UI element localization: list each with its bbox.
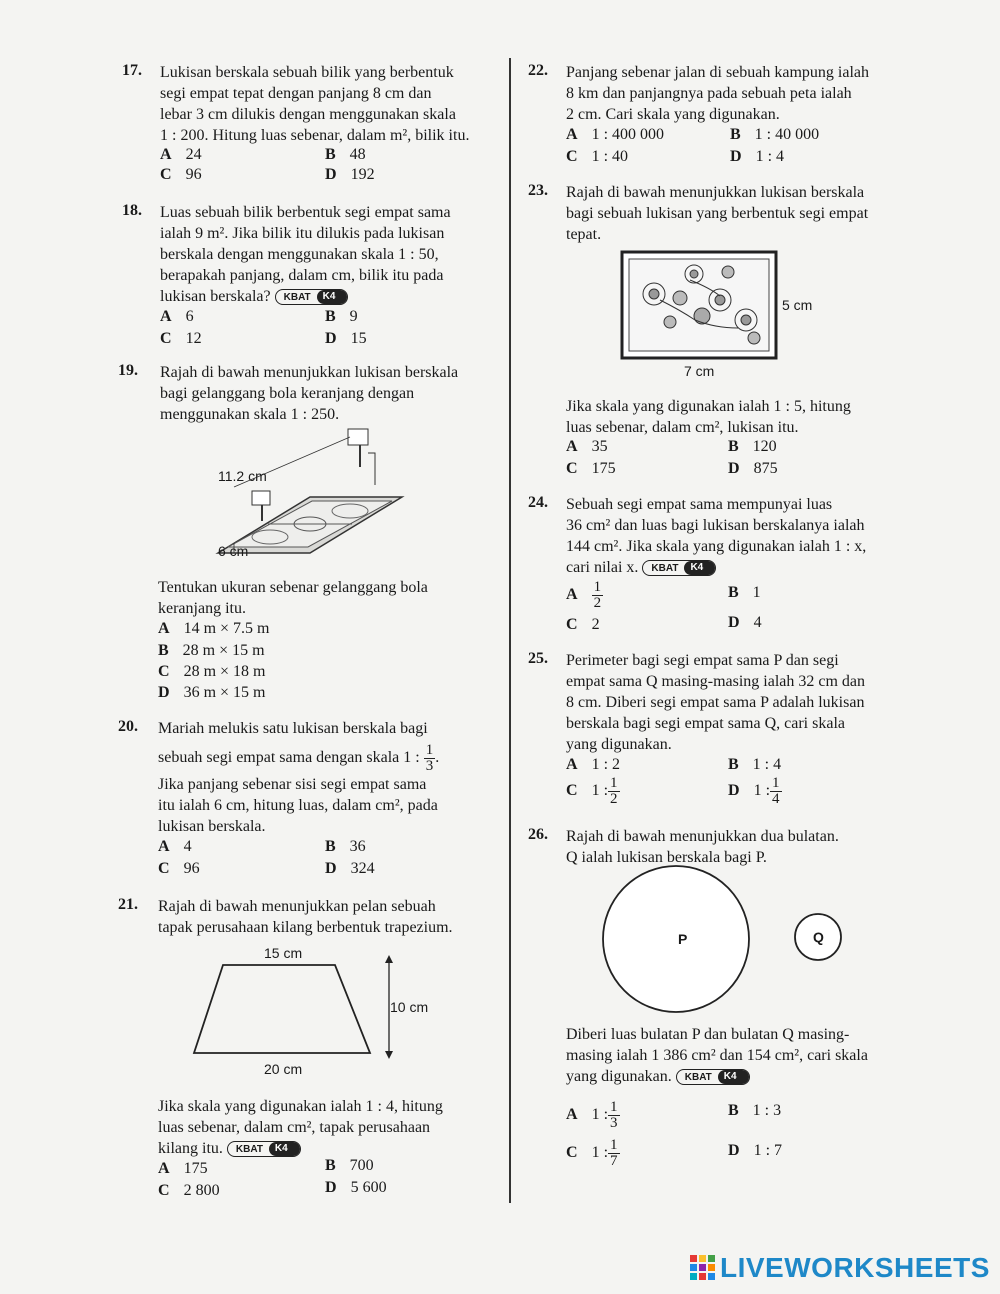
q22-option-c[interactable]: C 1 : 40 — [566, 148, 629, 165]
q22-option-a[interactable]: A 1 : 400 000 — [566, 126, 665, 143]
q20-option-c[interactable]: C 96 — [158, 860, 200, 877]
q17-option-d[interactable]: D 192 — [325, 166, 375, 183]
q17-line: 1 : 200. Hitung luas sebenar, dalam m², bilik itu. — [160, 127, 470, 144]
q21-option-a[interactable]: A 175 — [158, 1160, 208, 1177]
q19-option-c[interactable]: C 28 m × 18 m — [158, 663, 266, 680]
q25-option-b[interactable]: B 1 : 4 — [728, 756, 782, 773]
q22-option-d[interactable]: D 1 : 4 — [730, 148, 785, 165]
q24-option-d[interactable]: D 4 — [728, 614, 762, 631]
q21-top-label: 15 cm — [264, 945, 303, 961]
q25-option-a[interactable]: A 1 : 2 — [566, 756, 621, 773]
q17-line: lebar 3 cm dilukis dengan menggunakan skala — [160, 106, 456, 123]
q25-option-c[interactable]: C 1 : $\frac{1}{2}$ — [566, 775, 618, 807]
q21-option-c[interactable]: C 2 800 — [158, 1182, 220, 1199]
q17-line: segi empat tepat dengan panjang 8 cm dan — [160, 85, 432, 102]
q17-option-b[interactable]: B 48 — [325, 146, 366, 163]
kbat-badge: KBAT K4 — [676, 1069, 750, 1085]
q26-option-c[interactable]: C 1 : $\frac{1}{7}$ — [566, 1137, 618, 1169]
q17-text — [160, 62, 495, 146]
q26-option-a[interactable]: A 1 : $\frac{1}{3}$ — [566, 1099, 618, 1131]
q20-fraction: $\frac{1}{3}$ — [425, 742, 434, 774]
q23-text: Rajah di bawah menunjukkan lukisan berskala bagi sebuah lukisan yang berbentuk segi empat tepat. — [566, 184, 869, 243]
q19-width-label: 6 cm — [218, 543, 249, 559]
q25-option-d[interactable]: D 1 : $\frac{1}{4}$ — [728, 775, 780, 807]
q18-option-c[interactable]: C 12 — [160, 330, 202, 347]
q19-question: Tentukan ukuran sebenar gelanggang bola keranjang itu. — [158, 579, 428, 617]
q24-number: 24. — [528, 494, 548, 511]
q23-option-b[interactable]: B 120 — [728, 438, 777, 455]
q19-option-a[interactable]: A 14 m × 7.5 m — [158, 620, 270, 637]
q21-text: Rajah di bawah menunjukkan pelan sebuah tapak perusahaan kilang berbentuk trapezium. — [158, 898, 453, 936]
q23-number: 23. — [528, 182, 548, 199]
q18-number: 18. — [122, 202, 142, 219]
q19-length-label: 11.2 cm — [218, 468, 267, 484]
q24-option-b[interactable]: B 1 — [728, 584, 761, 601]
q23-option-a[interactable]: A 35 — [566, 438, 608, 455]
q20-option-b[interactable]: B 36 — [325, 838, 366, 855]
logo-grid-icon — [690, 1255, 716, 1281]
q21-height-label: 10 cm — [390, 999, 429, 1015]
q24-text: Sebuah segi empat sama mempunyai luas 36 cm² dan luas bagi lukisan berskalanya ialah 144 cm². Jika skala yang digunakan ialah 1 : x, cari nilai x. KBAT K4 — [566, 496, 867, 576]
q25-text: Perimeter bagi segi empat sama P dan segi empat sama Q masing-masing ialah 32 cm dan 8 cm. Diberi segi empat sama P adalah lukisan berskala bagi segi empat sama Q, cari skala yang digunakan. — [566, 652, 866, 753]
q21-question: Jika skala yang digunakan ialah 1 : 4, hitung luas sebenar, dalam cm², tapak perusahaan kilang itu. KBAT K4 — [158, 1098, 443, 1157]
q23-question: Jika skala yang digunakan ialah 1 : 5, hitung luas sebenar, dalam cm², lukisan itu. — [566, 398, 851, 436]
q19-text: Rajah di bawah menunjukkan lukisan berskala bagi gelanggang bola keranjang dengan menggunakan skala 1 : 250. — [160, 364, 459, 423]
q23-side-label: 5 cm — [782, 297, 813, 313]
q17-number: 17. — [122, 62, 142, 79]
q20-option-d[interactable]: D 324 — [325, 860, 375, 877]
q26-text: Rajah di bawah menunjukkan dua bulatan. Q ialah lukisan berskala bagi P. — [566, 828, 839, 866]
q19-option-b[interactable]: B 28 m × 15 m — [158, 642, 265, 659]
circle-q-label: Q — [813, 929, 824, 945]
column-divider — [509, 58, 511, 1203]
kbat-badge: KBAT K4 — [642, 560, 716, 576]
q21-number: 21. — [118, 896, 138, 913]
q23-base-label: 7 cm — [684, 363, 715, 379]
q18-option-d[interactable]: D 15 — [325, 330, 367, 347]
q26-number: 26. — [528, 826, 548, 843]
q17-option-a[interactable]: A 24 — [160, 146, 202, 163]
q21-option-d[interactable]: D 5 600 — [325, 1179, 387, 1196]
q21-option-b[interactable]: B 700 — [325, 1157, 374, 1174]
trapezium-diagram — [190, 955, 410, 1070]
q21-bottom-label: 20 cm — [264, 1061, 303, 1077]
q19-option-d[interactable]: D 36 m × 15 m — [158, 684, 266, 701]
q18-text: Luas sebuah bilik berbentuk segi empat sama ialah 9 m². Jika bilik itu dilukis pada lukisan berskala dengan menggunakan skala 1 : 50, berapakah panjang, dalam cm, bilik itu pada lukisan berskala? KBAT K4 — [160, 204, 451, 305]
q20-number: 20. — [118, 718, 138, 735]
q24-option-c[interactable]: C 2 — [566, 616, 600, 633]
q22-text: Panjang sebenar jalan di sebuah kampung ialah 8 km dan panjangnya pada sebuah peta ialah 2 cm. Cari skala yang digunakan. — [566, 64, 870, 123]
kbat-badge: KBAT K4 — [227, 1141, 301, 1157]
q26-question: Diberi luas bulatan P dan bulatan Q masing- masing ialah 1 386 cm² dan 154 cm², cari skala yang digunakan. KBAT K4 — [566, 1026, 868, 1085]
q24-option-a[interactable]: A $\frac{1}{2}$ — [566, 579, 602, 611]
q20-option-a[interactable]: A 4 — [158, 838, 192, 855]
q17-line: Lukisan berskala sebuah bilik yang berbentuk — [160, 64, 454, 81]
q22-number: 22. — [528, 62, 548, 79]
q26-option-d[interactable]: D 1 : 7 — [728, 1142, 783, 1159]
logo-text: LIVEWORKSHEETS — [720, 1252, 990, 1283]
kbat-badge: KBAT K4 — [275, 289, 349, 305]
q19-number: 19. — [118, 362, 138, 379]
q17-option-c[interactable]: C 96 — [160, 166, 202, 183]
painting-diagram — [620, 250, 780, 362]
q23-option-c[interactable]: C 175 — [566, 460, 616, 477]
q18-option-a[interactable]: A 6 — [160, 308, 194, 325]
q20-text: Mariah melukis satu lukisan berskala bagi sebuah segi empat sama dengan skala 1 : $\frac{1}{3}$ . Jika panjang sebenar sisi segi empat sama itu ialah 6 cm, hitung luas, dalam cm², pada lukisan berskala. — [158, 720, 440, 835]
q18-option-b[interactable]: B 9 — [325, 308, 358, 325]
q22-option-b[interactable]: B 1 : 40 000 — [730, 126, 820, 143]
q23-option-d[interactable]: D 875 — [728, 460, 778, 477]
q25-number: 25. — [528, 650, 548, 667]
circle-p-label: P — [678, 931, 688, 947]
q26-option-b[interactable]: B 1 : 3 — [728, 1102, 782, 1119]
liveworksheets-logo — [690, 1252, 990, 1284]
